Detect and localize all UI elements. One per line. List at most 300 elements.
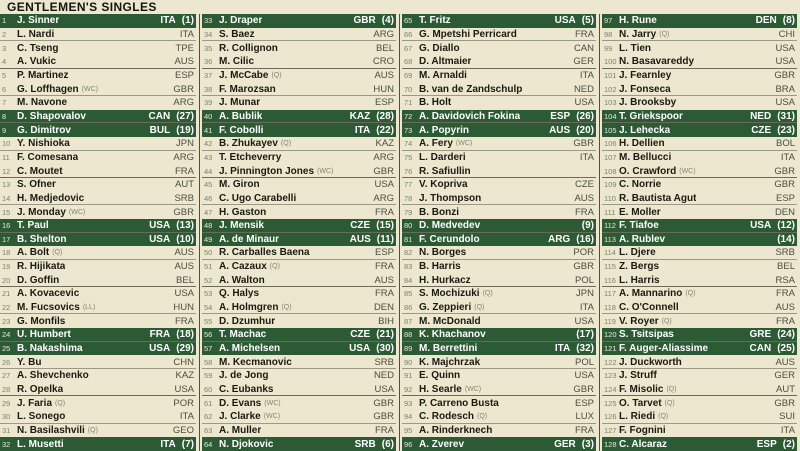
- seed-number: (8): [782, 15, 795, 27]
- player-name: A. Walton: [219, 274, 265, 286]
- player-row: [0, 110, 196, 124]
- seed-number: (21): [376, 329, 394, 341]
- player-name: B. Zhukayev: [219, 138, 278, 150]
- player-name: A. Zverev: [419, 438, 465, 450]
- row-number: 108: [604, 166, 617, 176]
- row-number: 62: [204, 412, 213, 422]
- player-row: [402, 110, 596, 124]
- player-name: B. Harris: [419, 261, 461, 273]
- player-row: [402, 151, 596, 165]
- row-number: 93: [404, 398, 413, 408]
- row-number: 5: [2, 70, 7, 80]
- country-code: USA: [174, 384, 194, 396]
- row-number: 67: [404, 43, 413, 53]
- player-row: [402, 260, 596, 274]
- draw-column-2: [200, 14, 400, 451]
- player-row: [402, 123, 596, 137]
- country-code: ESP: [574, 397, 594, 409]
- player-row: [202, 55, 396, 69]
- row-number: 90: [404, 357, 413, 367]
- row-number: 99: [604, 43, 613, 53]
- player-row: [402, 82, 596, 96]
- row-number: 115: [604, 262, 616, 272]
- seed-number: (25): [777, 343, 795, 355]
- row-number: 11: [2, 152, 10, 162]
- player-name: Y. Bu: [17, 356, 42, 368]
- player-name: F. Comesana: [17, 151, 79, 163]
- player-row: [0, 383, 196, 397]
- country-code: GRE: [749, 329, 772, 341]
- row-number: 49: [204, 234, 213, 244]
- row-number: 92: [404, 385, 413, 395]
- country-code: AUS: [374, 69, 394, 81]
- player-row: [602, 410, 797, 424]
- country-code: USA: [775, 97, 795, 109]
- entry-tag: (WC): [679, 167, 696, 175]
- player-name: H. Searle: [419, 384, 462, 396]
- entry-tag: (Q): [271, 71, 282, 79]
- row-number: 21: [2, 289, 11, 299]
- player-name: A. Rublev: [619, 233, 666, 245]
- player-row: [602, 41, 797, 55]
- row-number: 63: [204, 426, 213, 436]
- player-row: [402, 41, 596, 55]
- player-name: J. Draper: [219, 15, 263, 27]
- country-code: DEN: [373, 302, 394, 314]
- country-code: GBR: [774, 179, 795, 191]
- player-row: [402, 219, 596, 233]
- player-name: A. de Minaur: [219, 233, 280, 245]
- row-number: 73: [404, 125, 413, 135]
- player-row: [0, 287, 196, 301]
- row-number: 103: [604, 98, 617, 108]
- player-name: L. Sonego: [17, 411, 66, 423]
- country-code: FRA: [149, 329, 171, 341]
- country-code: FRA: [175, 165, 194, 177]
- country-code: USA: [750, 220, 772, 232]
- country-code: DEN: [755, 15, 777, 27]
- seed-number: (23): [777, 124, 795, 136]
- player-row: [202, 41, 396, 55]
- player-name: A. Michelsen: [219, 343, 281, 355]
- country-code: ARG: [173, 151, 194, 163]
- player-row: [202, 424, 396, 438]
- country-code: ARG: [373, 192, 394, 204]
- row-number: 85: [404, 289, 413, 299]
- row-number: 51: [204, 262, 213, 272]
- player-row: [402, 437, 596, 451]
- country-code: LUX: [575, 411, 594, 423]
- entry-tag: (Q): [281, 304, 292, 312]
- player-name: B. van de Zandschulp: [419, 83, 523, 95]
- entry-tag: (WC): [68, 208, 86, 216]
- seed-number: (9): [581, 220, 594, 232]
- player-name: A. Bublik: [219, 110, 263, 122]
- row-number: 113: [604, 234, 616, 244]
- player-row: [202, 123, 396, 137]
- player-row: [0, 410, 196, 424]
- player-row: [202, 301, 396, 315]
- player-row: [202, 82, 396, 96]
- row-number: 95: [404, 426, 413, 436]
- player-name: T. Fritz: [419, 15, 451, 27]
- entry-tag: (WC): [264, 399, 281, 407]
- player-name: L. Nardi: [17, 28, 55, 40]
- player-row: [402, 246, 596, 260]
- player-name: N. Jarry: [619, 28, 657, 40]
- country-code: USA: [349, 343, 371, 355]
- row-number: 79: [404, 207, 413, 217]
- player-row: [402, 383, 596, 397]
- row-number: 6: [2, 84, 7, 94]
- country-code: USA: [554, 15, 576, 27]
- country-code: CHN: [173, 356, 194, 368]
- country-code: ITA: [579, 69, 594, 81]
- player-name: F. Marozsan: [219, 83, 276, 95]
- row-number: 69: [404, 70, 413, 80]
- country-code: HUN: [373, 83, 394, 95]
- player-row: [202, 14, 396, 28]
- country-code: AUS: [374, 274, 394, 286]
- country-code: BEL: [777, 261, 795, 273]
- row-number: 28: [2, 385, 11, 395]
- player-name: L. Tien: [619, 42, 652, 54]
- player-name: D. Dzumhur: [219, 315, 276, 327]
- player-name: R. Carballes Baena: [219, 247, 310, 259]
- row-number: 38: [204, 84, 213, 94]
- player-name: U. Humbert: [17, 329, 71, 341]
- player-row: [402, 369, 596, 383]
- player-name: F. Misolic: [619, 384, 664, 396]
- country-code: GER: [774, 370, 795, 382]
- row-number: 87: [404, 316, 413, 326]
- row-number: 12: [2, 166, 11, 176]
- player-row: [602, 314, 797, 328]
- row-number: 41: [204, 125, 213, 135]
- player-row: [0, 396, 196, 410]
- entry-tag: (WC): [464, 386, 482, 394]
- player-name: R. Opelka: [17, 384, 64, 396]
- country-code: CZE: [751, 124, 772, 136]
- player-name: F. Cobolli: [219, 124, 264, 136]
- entry-tag: (Q): [87, 427, 98, 435]
- player-name: J. Fonseca: [619, 83, 671, 95]
- player-name: B. Nakashima: [17, 343, 83, 355]
- seed-number: (13): [176, 220, 194, 232]
- country-code: POL: [574, 274, 594, 286]
- player-row: [0, 424, 196, 438]
- seed-number: (15): [376, 220, 394, 232]
- country-code: ITA: [554, 343, 571, 355]
- player-row: [0, 96, 196, 110]
- country-code: AUS: [775, 356, 795, 368]
- player-row: [402, 137, 596, 151]
- player-row: [602, 151, 797, 165]
- row-number: 27: [2, 371, 11, 381]
- row-number: 94: [404, 412, 413, 422]
- player-row: [0, 273, 196, 287]
- country-code: USA: [775, 56, 795, 68]
- country-code: BOL: [775, 138, 795, 150]
- player-row: [202, 287, 396, 301]
- row-number: 18: [2, 248, 11, 258]
- country-code: NED: [573, 83, 594, 95]
- row-number: 84: [404, 275, 413, 285]
- row-number: 98: [604, 29, 613, 39]
- row-number: 32: [2, 439, 11, 449]
- player-name: J. Sinner: [17, 15, 60, 27]
- player-row: [402, 96, 596, 110]
- player-row: [602, 164, 797, 178]
- player-name: J. Struff: [619, 370, 657, 382]
- row-number: 39: [204, 98, 213, 108]
- country-code: USA: [149, 220, 171, 232]
- row-number: 88: [404, 330, 413, 340]
- player-row: [202, 110, 396, 124]
- player-name: C. Tseng: [17, 42, 59, 54]
- player-row: [0, 28, 196, 42]
- player-row: [602, 28, 797, 42]
- row-number: 86: [404, 303, 413, 313]
- player-name: A. Fery: [419, 138, 453, 150]
- player-name: T. Griekspoor: [619, 110, 683, 122]
- player-row: [402, 178, 596, 192]
- row-number: 46: [204, 193, 213, 203]
- player-row: [202, 383, 396, 397]
- entry-tag: (Q): [661, 317, 672, 325]
- entry-tag: (Q): [666, 386, 677, 394]
- seed-number: (6): [381, 438, 394, 450]
- player-row: [202, 233, 396, 247]
- player-row: [602, 110, 797, 124]
- seed-number: (17): [576, 329, 594, 341]
- row-number: 83: [404, 262, 413, 272]
- seed-number: (27): [176, 110, 194, 122]
- seed-number: (16): [576, 233, 594, 245]
- row-number: 40: [204, 111, 213, 121]
- player-row: [202, 219, 396, 233]
- row-number: 19: [2, 262, 11, 272]
- row-number: 54: [204, 303, 213, 313]
- row-number: 119: [604, 316, 616, 326]
- entry-tag: (WC): [263, 413, 281, 421]
- player-name: F. Tiafoe: [619, 220, 659, 232]
- player-row: [202, 396, 396, 410]
- row-number: 30: [2, 412, 11, 422]
- player-name: J. Duckworth: [619, 356, 682, 368]
- player-name: L. Djere: [619, 247, 656, 259]
- player-name: R. Hijikata: [17, 261, 66, 273]
- player-name: F. Fognini: [619, 425, 666, 437]
- country-code: DEN: [774, 206, 795, 218]
- entry-tag: (Q): [664, 399, 675, 407]
- player-name: J. de Jong: [219, 370, 269, 382]
- country-code: FRA: [175, 315, 194, 327]
- player-row: [402, 314, 596, 328]
- player-row: [0, 369, 196, 383]
- country-code: JPN: [176, 138, 194, 150]
- row-number: 2: [2, 29, 7, 39]
- entry-tag: (Q): [269, 263, 280, 271]
- row-number: 26: [2, 357, 11, 367]
- entry-tag: (Q): [685, 290, 696, 298]
- player-name: M. Navone: [17, 97, 68, 109]
- row-number: 76: [404, 166, 413, 176]
- country-code: ESP: [775, 192, 795, 204]
- player-name: N. Borges: [419, 247, 467, 259]
- country-code: ARG: [173, 97, 194, 109]
- country-code: GBR: [774, 69, 795, 81]
- row-number: 105: [604, 125, 617, 135]
- player-row: [202, 328, 396, 342]
- row-number: 52: [204, 275, 213, 285]
- player-name: B. Holt: [419, 97, 452, 109]
- country-code: NED: [750, 110, 772, 122]
- player-row: [402, 69, 596, 83]
- seed-number: (19): [176, 124, 194, 136]
- row-number: 106: [604, 139, 617, 149]
- player-name: G. Dimitrov: [17, 124, 71, 136]
- player-row: [402, 328, 596, 342]
- player-name: D. Evans: [219, 397, 262, 409]
- seed-number: (12): [777, 220, 795, 232]
- player-name: Q. Halys: [219, 288, 260, 300]
- country-code: GER: [554, 438, 576, 450]
- country-code: USA: [775, 42, 795, 54]
- row-number: 3: [2, 43, 7, 53]
- player-name: J. Thompson: [419, 192, 482, 204]
- country-code: AUS: [549, 124, 571, 136]
- country-code: ESP: [374, 97, 394, 109]
- player-row: [402, 55, 596, 69]
- country-code: ITA: [354, 124, 371, 136]
- country-code: ITA: [780, 425, 795, 437]
- row-number: 127: [604, 426, 617, 436]
- row-number: 9: [2, 125, 7, 135]
- entry-tag: (Q): [280, 140, 292, 148]
- row-number: 57: [204, 344, 213, 354]
- country-code: FRA: [776, 315, 795, 327]
- country-code: KAZ: [175, 370, 194, 382]
- player-name: J. Munar: [219, 97, 261, 109]
- country-code: ARG: [547, 233, 571, 245]
- player-row: [602, 233, 797, 247]
- player-name: B. Shelton: [17, 233, 67, 245]
- entry-tag: (WC): [317, 167, 334, 175]
- player-name: M. McDonald: [419, 315, 481, 327]
- row-number: 65: [404, 16, 413, 26]
- seed-number: (22): [376, 124, 394, 136]
- player-name: H. Rune: [619, 15, 657, 27]
- player-name: N. Basavareddy: [619, 56, 695, 68]
- country-code: ITA: [780, 151, 795, 163]
- country-code: GBR: [774, 165, 795, 177]
- player-name: C. Alcaraz: [619, 438, 667, 450]
- player-row: [0, 41, 196, 55]
- country-code: FRA: [375, 288, 394, 300]
- player-row: [402, 192, 596, 206]
- row-number: 128: [604, 439, 617, 449]
- country-code: CZE: [350, 220, 371, 232]
- player-row: [402, 287, 596, 301]
- player-name: C. Rodesch: [419, 411, 475, 423]
- seed-number: (5): [581, 15, 594, 27]
- player-name: M. Fucsovics: [17, 302, 80, 314]
- country-code: GBR: [373, 165, 394, 177]
- player-name: F. Auger-Aliassime: [619, 343, 709, 355]
- country-code: AUS: [349, 233, 371, 245]
- player-row: [202, 96, 396, 110]
- row-number: 74: [404, 139, 413, 149]
- country-code: GEO: [172, 425, 194, 437]
- player-name: S. Ofner: [17, 179, 56, 191]
- player-row: [202, 355, 396, 369]
- draw-column-3: [400, 14, 600, 451]
- player-row: [602, 396, 797, 410]
- country-code: POL: [574, 356, 594, 368]
- row-number: 118: [604, 303, 616, 313]
- player-row: [402, 396, 596, 410]
- row-number: 107: [604, 152, 617, 162]
- player-row: [402, 342, 596, 356]
- player-name: D. Shapovalov: [17, 110, 86, 122]
- country-code: AUS: [174, 261, 194, 273]
- seed-number: (4): [381, 15, 394, 27]
- player-name: S. Mochizuki: [419, 288, 480, 300]
- row-number: 25: [2, 344, 11, 354]
- row-number: 24: [2, 330, 11, 340]
- player-name: V. Royer: [619, 315, 659, 327]
- country-code: USA: [574, 315, 594, 327]
- row-number: 7: [2, 98, 7, 108]
- player-name: L. Musetti: [17, 438, 64, 450]
- row-number: 29: [2, 398, 11, 408]
- player-name: A. Popyrin: [419, 124, 470, 136]
- row-number: 55: [204, 316, 213, 326]
- row-number: 109: [604, 180, 617, 190]
- player-row: [202, 342, 396, 356]
- player-row: [602, 137, 797, 151]
- player-name: M. Giron: [219, 179, 260, 191]
- country-code: USA: [374, 179, 394, 191]
- country-code: SRB: [354, 438, 376, 450]
- player-name: C. O'Connell: [619, 302, 679, 314]
- country-code: ESP: [174, 69, 194, 81]
- player-name: K. Majchrzak: [419, 356, 481, 368]
- row-number: 122: [604, 357, 617, 367]
- country-code: CAN: [573, 42, 594, 54]
- seed-number: (26): [576, 110, 594, 122]
- player-row: [0, 260, 196, 274]
- draw-column-4: [600, 14, 800, 451]
- player-row: [0, 246, 196, 260]
- row-number: 56: [204, 330, 213, 340]
- country-code: BEL: [376, 42, 394, 54]
- draw-column-1: [0, 14, 200, 451]
- player-row: [0, 233, 196, 247]
- player-name: L. Harris: [619, 274, 660, 286]
- player-name: G. Diallo: [419, 42, 460, 54]
- seed-number: (29): [176, 343, 194, 355]
- player-name: J. Clarke: [219, 411, 261, 423]
- player-name: J. Monday: [17, 206, 66, 218]
- player-name: E. Moller: [619, 206, 661, 218]
- row-number: 34: [204, 29, 213, 39]
- country-code: GBR: [373, 397, 394, 409]
- row-number: 117: [604, 289, 616, 299]
- row-number: 15: [2, 207, 11, 217]
- player-name: D. Medvedev: [419, 220, 481, 232]
